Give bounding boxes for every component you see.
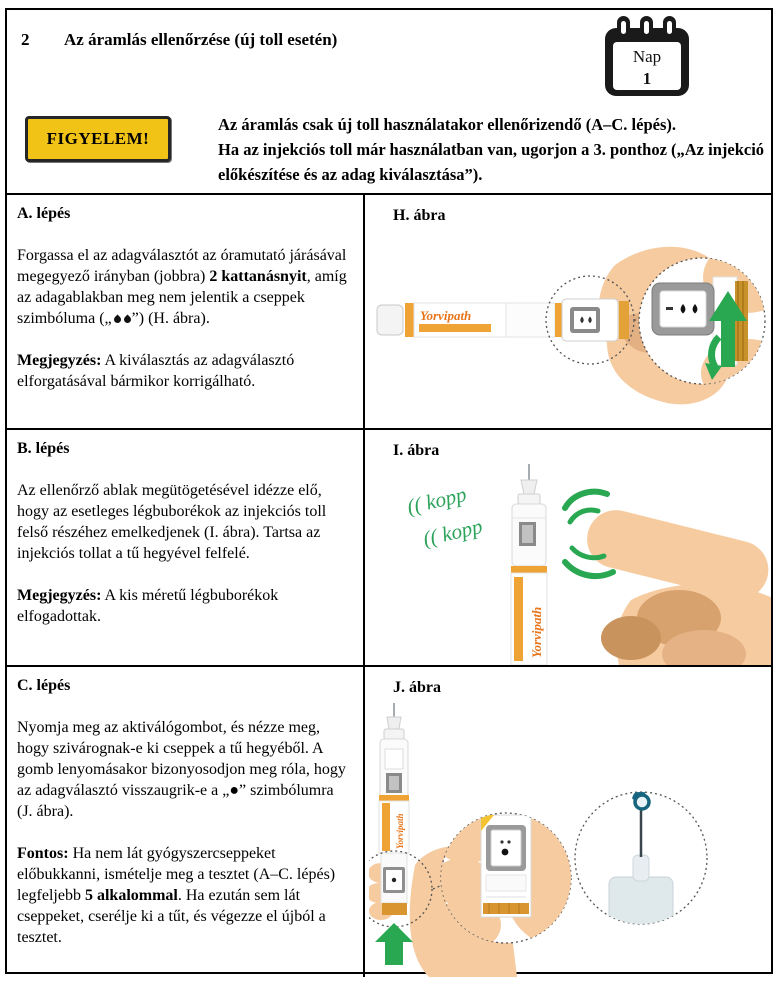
- pen-brand-label: Yorvipath: [420, 308, 472, 323]
- note-text: Ha nem lát gyógyszercseppeket előbukkanni, ismételje meg a tesztet (A–C. lépés) legfeljebb: [17, 845, 336, 904]
- calendar-day-icon: [599, 14, 695, 105]
- step-a-paragraph: [17, 245, 353, 329]
- figure-j-label: J. ábra: [393, 679, 441, 696]
- step-c-heading: C. lépés: [17, 677, 71, 694]
- warning-line-1: Az áramlás csak új toll használatakor ellenőrizendő (A–C. lépés).: [218, 115, 676, 134]
- figure-j-illustration: [369, 699, 771, 977]
- note-label: Megjegyzés:: [17, 352, 102, 369]
- step-b-row: [7, 428, 771, 665]
- droplet-icon: [122, 315, 132, 325]
- figure-h-cell: [365, 195, 771, 428]
- figure-i-cell: [365, 430, 771, 665]
- header: [7, 10, 771, 193]
- step-b-heading: B. lépés: [17, 440, 70, 457]
- step-a-row: [7, 193, 771, 428]
- note-bold-text: 5 alkalommal: [84, 887, 178, 904]
- dot-symbol: [502, 849, 509, 856]
- pen-horizontal: [377, 299, 629, 341]
- step-c-text-cell: [7, 667, 365, 977]
- step-c-row: [7, 665, 771, 977]
- warning-text: [218, 112, 774, 187]
- pen-brand-label: Yorvipath: [395, 813, 405, 849]
- warning-line-2: Ha az injekciós toll már használatban van, ugorjon a 3. ponthoz („Az injekció előkészítése és az adag kiválasztása”).: [218, 140, 765, 184]
- step-a-text-cell: [7, 195, 365, 428]
- figure-h-illustration: [369, 227, 771, 417]
- step-b-text-cell: [7, 430, 365, 665]
- figure-h-label: H. ábra: [393, 207, 446, 224]
- calendar-day-number: 1: [642, 69, 652, 88]
- kopp-sound-text: (( kopp: [420, 513, 485, 551]
- step-b-paragraph: Az ellenőrző ablak megütögetésével idézze elő, hogy az esetleges légbuborékok az injekciós toll felső részéhez emelkedjenek (I. ábra). Tartsa az injekciós tollat a tű hegyével felfelé.: [17, 482, 327, 562]
- note-text: A kiválasztás az adagválasztó elforgatásával bármikor korrigálható.: [17, 352, 295, 390]
- step-c-paragraph: Nyomja meg az aktiválógombot, és nézze meg, hogy szivárognak-e ki cseppek a tű hegyéből. A gomb lenyomásakor bizonyosodjon meg róla, hogy az adagválasztó visszaugrik-e a „●” szimbólumra (J. ábra).: [17, 719, 346, 820]
- warning-badge: FIGYELEM!: [25, 116, 171, 162]
- note-label: Fontos:: [17, 845, 69, 862]
- medicine-droplet-icon: [635, 795, 649, 809]
- figure-i-illustration: [369, 462, 771, 665]
- section-number: 2: [21, 30, 30, 49]
- pen-vertical: [511, 464, 547, 665]
- note-label: Megjegyzés:: [17, 587, 102, 604]
- step-b-note: [17, 585, 353, 627]
- figure-j-cell: [365, 667, 771, 977]
- document-page: [5, 8, 773, 974]
- droplet-icon: [112, 315, 122, 325]
- step-a-text2: , amíg az adagablakban meg nem jelentik a cseppek szimbóluma („: [17, 268, 347, 327]
- step-a-heading: A. lépés: [17, 205, 71, 222]
- note-text2: . Ha ezután sem lát cseppeket, cserélje ki a tűt, és végezze el újból a tesztet.: [17, 887, 326, 946]
- step-a-bold-text: 2 kattanásnyit: [209, 268, 307, 285]
- step-a-text3: ”) (H. ábra).: [131, 310, 210, 327]
- note-text: A kis méretű légbuborékok elfogadottak.: [17, 587, 279, 625]
- step-a-note: [17, 350, 353, 392]
- pen-brand-label: Yorvipath: [529, 606, 544, 658]
- pen-vertical: [379, 703, 409, 915]
- green-up-arrow-icon: [375, 923, 413, 965]
- step-a-text: Forgassa el az adagválasztót az óramutató járásával megegyező irányban (jobbra): [17, 247, 347, 285]
- activation-button: [382, 903, 407, 915]
- figure-i-label: I. ábra: [393, 442, 440, 459]
- page-title: Az áramlás ellenőrzése (új toll esetén): [64, 30, 338, 49]
- step-c-note: [17, 843, 353, 948]
- calendar-label: Nap: [632, 47, 662, 66]
- kopp-sound-text: (( kopp: [404, 481, 469, 519]
- hand: [581, 504, 771, 665]
